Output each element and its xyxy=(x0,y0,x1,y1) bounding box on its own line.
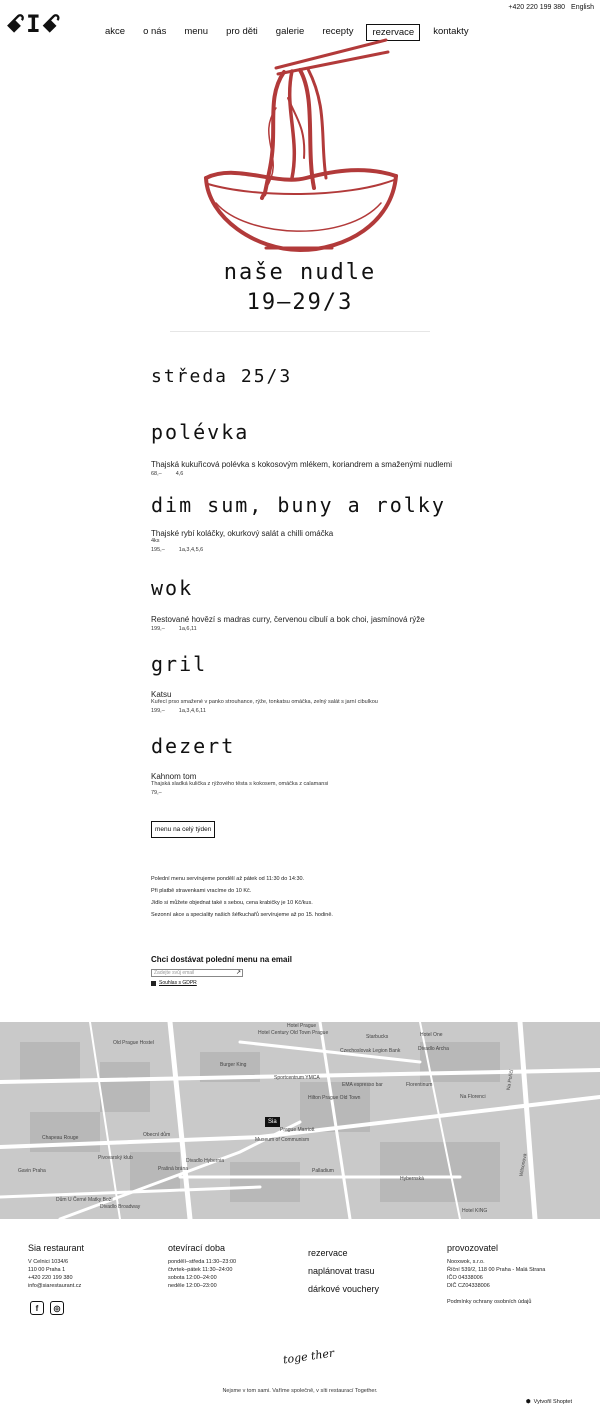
footer-line: V Celnici 1034/6 xyxy=(28,1259,69,1265)
section-title: gril xyxy=(151,652,208,676)
gdpr-link[interactable]: Souhlas s GDPR xyxy=(159,980,197,986)
section-title: polévka xyxy=(151,420,250,444)
map-label: Wilsonova xyxy=(518,1153,529,1177)
menu-section-dimsum xyxy=(151,493,446,553)
menu-section-dessert xyxy=(151,734,328,796)
footer-links xyxy=(308,1244,379,1298)
dish-price: 199,– xyxy=(151,626,165,632)
nav-item-akce[interactable]: akce xyxy=(105,26,126,37)
dish-price: 68,– xyxy=(151,471,162,477)
map-label: Hotel Prague xyxy=(287,1023,317,1029)
menu-info xyxy=(151,873,333,921)
menu-section-wok xyxy=(151,576,425,632)
facebook-icon[interactable]: f xyxy=(30,1301,44,1315)
dish-name: Katsu xyxy=(151,690,172,699)
footer-email-link[interactable]: info@siarestaurant.cz xyxy=(28,1283,82,1289)
footer-link-reservation[interactable]: rezervace xyxy=(308,1248,348,1258)
map-label: Chapeau Rouge xyxy=(42,1135,79,1141)
location-map[interactable] xyxy=(0,1022,600,1219)
newsletter-email-input[interactable]: Zadejte svůj email xyxy=(151,969,243,977)
map-label: Museum of Communism xyxy=(255,1137,310,1143)
nav-item-kontakty[interactable]: kontakty xyxy=(433,26,469,37)
menu-section-soup xyxy=(151,420,452,477)
dish-price-row xyxy=(151,790,328,796)
dish-allergens: 1a,3,4,5,6 xyxy=(178,547,204,553)
footer-line: Říční 539/2, 118 00 Praha - Malá Strana xyxy=(447,1267,546,1273)
footer-contact xyxy=(28,1244,84,1290)
weekly-menu-button[interactable]: menu na celý týden xyxy=(151,821,215,838)
map-streets xyxy=(0,1022,600,1219)
noodle-bowl-illustration xyxy=(196,38,406,258)
footer-opening-hours xyxy=(168,1244,236,1290)
map-label: Hotel Century Old Town Prague xyxy=(258,1030,329,1036)
footer-line: 110 00 Praha 1 xyxy=(28,1267,66,1273)
dish-price-row xyxy=(151,547,446,553)
dish-price: 79,– xyxy=(151,790,162,796)
newsletter-title: Chci dostávat polední menu na email xyxy=(151,955,292,964)
map-label: Hilton Prague Old Town xyxy=(308,1095,361,1101)
dish-name: Restované hovězí s madras curry, červenou cibulí a bok choi, jasmínová rýže xyxy=(151,615,425,624)
map-label: Prague Marriott xyxy=(280,1127,315,1133)
site-logo[interactable]: ꗃIꗃ xyxy=(6,10,62,38)
nav-item-menu[interactable]: menu xyxy=(184,26,209,37)
footer-heading: Sia restaurant xyxy=(28,1243,85,1253)
map-label: Starbucks xyxy=(366,1034,389,1040)
submit-arrow-icon[interactable]: ↗ xyxy=(236,970,242,976)
map-label: Palladium xyxy=(312,1168,334,1174)
footer-line: DIČ CZ04338006 xyxy=(447,1283,490,1289)
footer-phone-link[interactable]: +420 220 199 380 xyxy=(28,1275,73,1281)
dish-description: Thajská sladká kulička z rýžového těsta s kokosem, omáčka z calamansi xyxy=(151,781,329,787)
shoptet-label: Vytvořil Shoptet xyxy=(533,1399,572,1405)
map-label: Pivovarský klub xyxy=(98,1155,133,1161)
dish-allergens: 4,6 xyxy=(175,471,184,477)
divider xyxy=(170,331,430,332)
dish-price-row xyxy=(151,708,378,714)
hero-title-line-1: naše nudle xyxy=(223,260,377,285)
nav-item-rezervace[interactable]: rezervace xyxy=(366,24,420,41)
map-label: Hybernská xyxy=(400,1176,424,1182)
footer-operator xyxy=(447,1244,545,1306)
dish-price-row xyxy=(151,471,452,477)
info-line: Polední menu servírujeme pondělí až pátek od 11:30 do 14:30. xyxy=(151,876,305,882)
dish-name: Thajská kukuřicová polévka s kokosovým mlékem, koriandrem a smaženými nudlemi xyxy=(151,460,452,469)
footer-link-vouchers[interactable]: dárkové vouchery xyxy=(308,1284,380,1294)
map-label: Divadlo Hybernia xyxy=(186,1158,225,1164)
dish-price: 195,– xyxy=(151,547,165,553)
info-line: Sezonní akce a speciality našich šéfkuchařů servírujeme až po 15. hodině. xyxy=(151,912,333,918)
gdpr-checkbox[interactable] xyxy=(151,981,156,986)
phone-link[interactable]: +420 220 199 380 xyxy=(508,4,566,11)
together-logo[interactable]: toge ther xyxy=(282,1346,335,1367)
map-label: Sportcentrum YMCA xyxy=(274,1075,320,1081)
footer-link-route[interactable]: naplánovat trasu xyxy=(308,1266,375,1276)
nav-item-o-nas[interactable]: o nás xyxy=(143,26,167,37)
dish-allergens: 1a,3,4,6,11 xyxy=(178,708,206,714)
info-line: Při platbě stravenkami vracíme do 10 Kč. xyxy=(151,888,252,894)
shoptet-credit[interactable] xyxy=(526,1399,572,1405)
map-label: Old Prague Hostel xyxy=(113,1040,154,1046)
menu-section-grill xyxy=(151,652,378,714)
map-label: Na Poříčí xyxy=(505,1069,516,1091)
dish-price-row xyxy=(151,626,425,632)
map-pin[interactable]: Sia xyxy=(265,1117,280,1127)
map-label: Hotel KING xyxy=(462,1208,488,1214)
map-label: Na Florenci xyxy=(460,1094,486,1100)
footer-line: pondělí–středa 11:30–23:00 xyxy=(168,1259,237,1265)
hero-title-line-2: 19–29/3 xyxy=(246,290,354,315)
privacy-link[interactable]: Podmínky ochrany osobních údajů xyxy=(447,1299,532,1305)
map-label: Czechoslovak Legion Bank xyxy=(340,1048,401,1054)
nav-item-recepty[interactable]: recepty xyxy=(322,26,354,37)
dish-name: Kahnom tom xyxy=(151,772,197,781)
nav-item-galerie[interactable]: galerie xyxy=(275,26,305,37)
section-title: wok xyxy=(151,576,194,600)
dish-description: 4ks xyxy=(151,538,160,544)
map-label: Divadlo Archa xyxy=(418,1046,449,1052)
gdpr-consent[interactable] xyxy=(151,980,197,986)
map-label: Divadlo Broadway xyxy=(100,1204,141,1210)
shoptet-icon: ⬢ xyxy=(525,1399,531,1405)
footer-heading: otevírací doba xyxy=(168,1243,226,1253)
footer-line: IČO 04338006 xyxy=(447,1275,483,1281)
footer-heading: provozovatel xyxy=(447,1243,499,1253)
footer-tagline: Nejsme v tom sami. Vaříme společně, v síti restaurací Together. xyxy=(222,1388,378,1394)
menu-day-title: středa 25/3 xyxy=(151,366,293,387)
hero-title xyxy=(0,258,600,318)
footer-line: Nooxwok, s.r.o. xyxy=(447,1259,485,1265)
social-links xyxy=(30,1301,64,1315)
info-line: Jídlo si můžete objednat také s sebou, cena krabičky je 10 Kč/kus. xyxy=(151,900,313,906)
dish-description: Kuřecí prso smažené v panko strouhance, rýže, tonkatsu omáčka, zelný salát s jarní cibulkou xyxy=(151,699,378,705)
section-title: dezert xyxy=(151,734,236,758)
map-label: Florentinum xyxy=(406,1082,433,1088)
map-label: Prašná brána xyxy=(158,1166,189,1172)
map-label: Gavin Praha xyxy=(18,1168,46,1174)
map-label: Hotel One xyxy=(420,1032,443,1038)
top-utility-bar xyxy=(508,4,594,11)
language-switch[interactable]: English xyxy=(571,4,594,11)
map-label: EMA espresso bar xyxy=(342,1082,383,1088)
nav-item-pro-deti[interactable]: pro děti xyxy=(226,26,258,37)
footer-line: neděle 12:00–23:00 xyxy=(168,1283,217,1289)
footer-line: sobota 12:00–24:00 xyxy=(168,1275,217,1281)
map-label: Obecní dům xyxy=(143,1132,171,1138)
dish-price: 199,– xyxy=(151,708,165,714)
dish-allergens: 1a,6,11 xyxy=(178,626,197,632)
footer-line: čtvrtek–pátek 11:30–24:00 xyxy=(168,1267,233,1273)
map-label: Dům U Černé Matky Boží xyxy=(56,1197,113,1203)
dish-name: Thajské rybí koláčky, okurkový salát a chilli omáčka xyxy=(151,529,334,538)
section-title: dim sum, buny a rolky xyxy=(151,493,446,517)
instagram-icon[interactable]: ◎ xyxy=(50,1301,64,1315)
map-label: Burger King xyxy=(220,1062,247,1068)
